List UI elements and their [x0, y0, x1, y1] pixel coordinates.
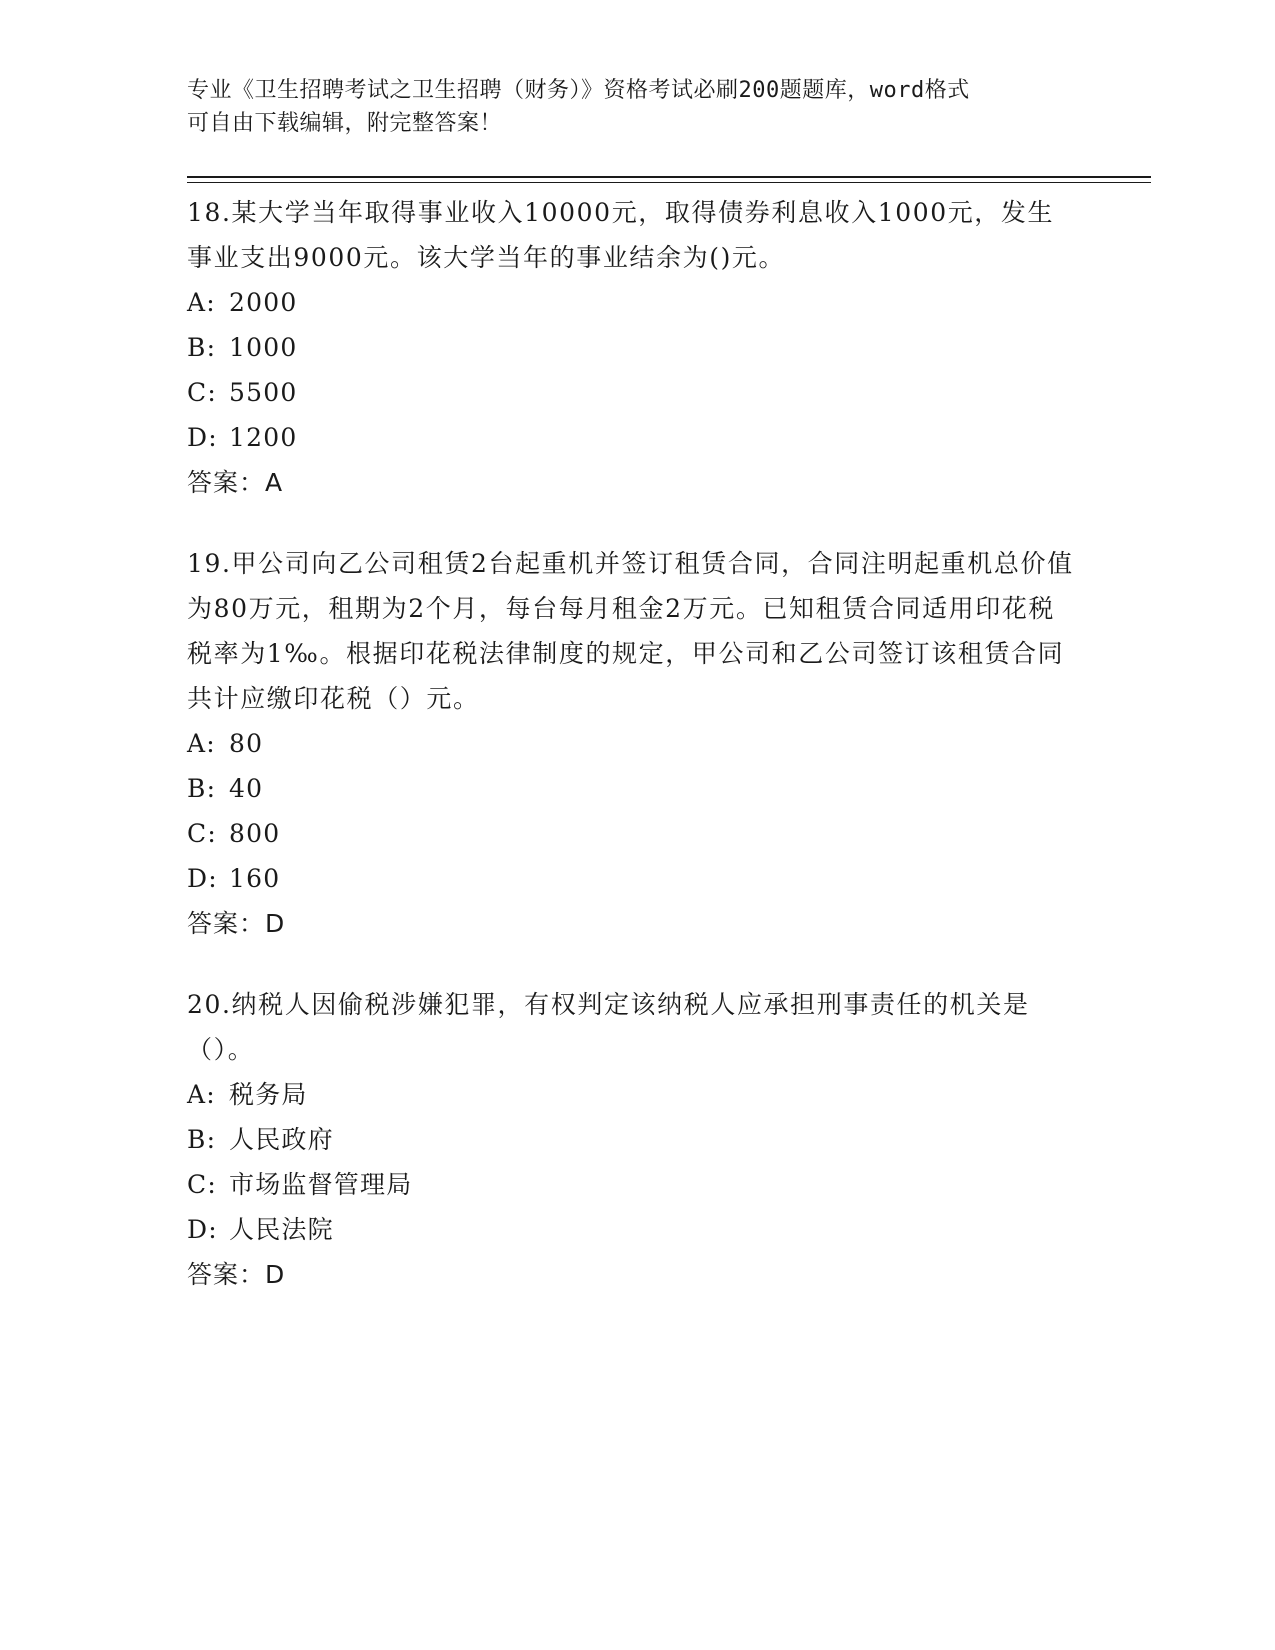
- answer-line: 答案：D: [187, 909, 286, 938]
- option-text: 1200: [229, 423, 298, 452]
- option-b: [187, 766, 1087, 811]
- answer-line: 答案：A: [187, 468, 284, 497]
- option-text: 市场监督管理局: [229, 1170, 413, 1199]
- option-letter: D:: [187, 423, 218, 452]
- question-20: [187, 982, 1087, 1297]
- option-text: 800: [229, 819, 281, 848]
- option-text: 80: [229, 729, 264, 758]
- question-stem: 20.纳税人因偷税涉嫌犯罪，有权判定该纳税人应承担刑事责任的机关是（）。: [187, 990, 1030, 1064]
- option-letter: A:: [187, 729, 216, 758]
- question-18: [187, 190, 1087, 505]
- option-letter: C:: [187, 1170, 217, 1199]
- option-d: [187, 415, 1087, 460]
- option-letter: C:: [187, 378, 217, 407]
- option-text: 人民政府: [229, 1125, 334, 1154]
- option-text: 人民法院: [229, 1215, 334, 1244]
- option-b: [187, 325, 1087, 370]
- question-list: [187, 190, 1087, 1333]
- option-d: [187, 1207, 1087, 1252]
- option-letter: B:: [187, 333, 217, 362]
- option-letter: A:: [187, 1080, 216, 1109]
- document-header: [187, 74, 1067, 140]
- question-stem: 19.甲公司向乙公司租赁2台起重机并签订租赁合同，合同注明起重机总价值为80万元，租期为2个月，每台每月租金2万元。已知租赁合同适用印花税税率为1‰。根据印花税法律制度的规定，甲公司和乙公司签订该租赁合同共计应缴印花税（）元。: [187, 549, 1074, 713]
- header-line-2: 可自由下载编辑，附完整答案！: [187, 111, 503, 136]
- option-c: [187, 1162, 1087, 1207]
- option-letter: D:: [187, 1215, 218, 1244]
- header-divider-thick: [187, 176, 1151, 178]
- option-c: [187, 370, 1087, 415]
- option-letter: A:: [187, 288, 216, 317]
- option-a: [187, 721, 1087, 766]
- option-a: [187, 1072, 1087, 1117]
- question-stem: 18.某大学当年取得事业收入10000元，取得债券利息收入1000元，发生事业支出9000元。该大学当年的事业结余为()元。: [187, 198, 1055, 272]
- option-letter: D:: [187, 864, 218, 893]
- option-c: [187, 811, 1087, 856]
- option-text: 40: [229, 774, 264, 803]
- option-text: 2000: [229, 288, 298, 317]
- header-line-1: 专业《卫生招聘考试之卫生招聘（财务）》资格考试必刷200题题库，word格式: [187, 78, 970, 103]
- option-b: [187, 1117, 1087, 1162]
- option-text: 5500: [229, 378, 298, 407]
- header-divider-thin: [187, 182, 1151, 183]
- answer-line: 答案：D: [187, 1260, 286, 1289]
- option-d: [187, 856, 1087, 901]
- option-letter: B:: [187, 1125, 217, 1154]
- option-letter: B:: [187, 774, 217, 803]
- option-text: 1000: [229, 333, 298, 362]
- option-a: [187, 280, 1087, 325]
- question-19: [187, 541, 1087, 946]
- option-text: 160: [229, 864, 281, 893]
- option-letter: C:: [187, 819, 217, 848]
- option-text: 税务局: [229, 1080, 308, 1109]
